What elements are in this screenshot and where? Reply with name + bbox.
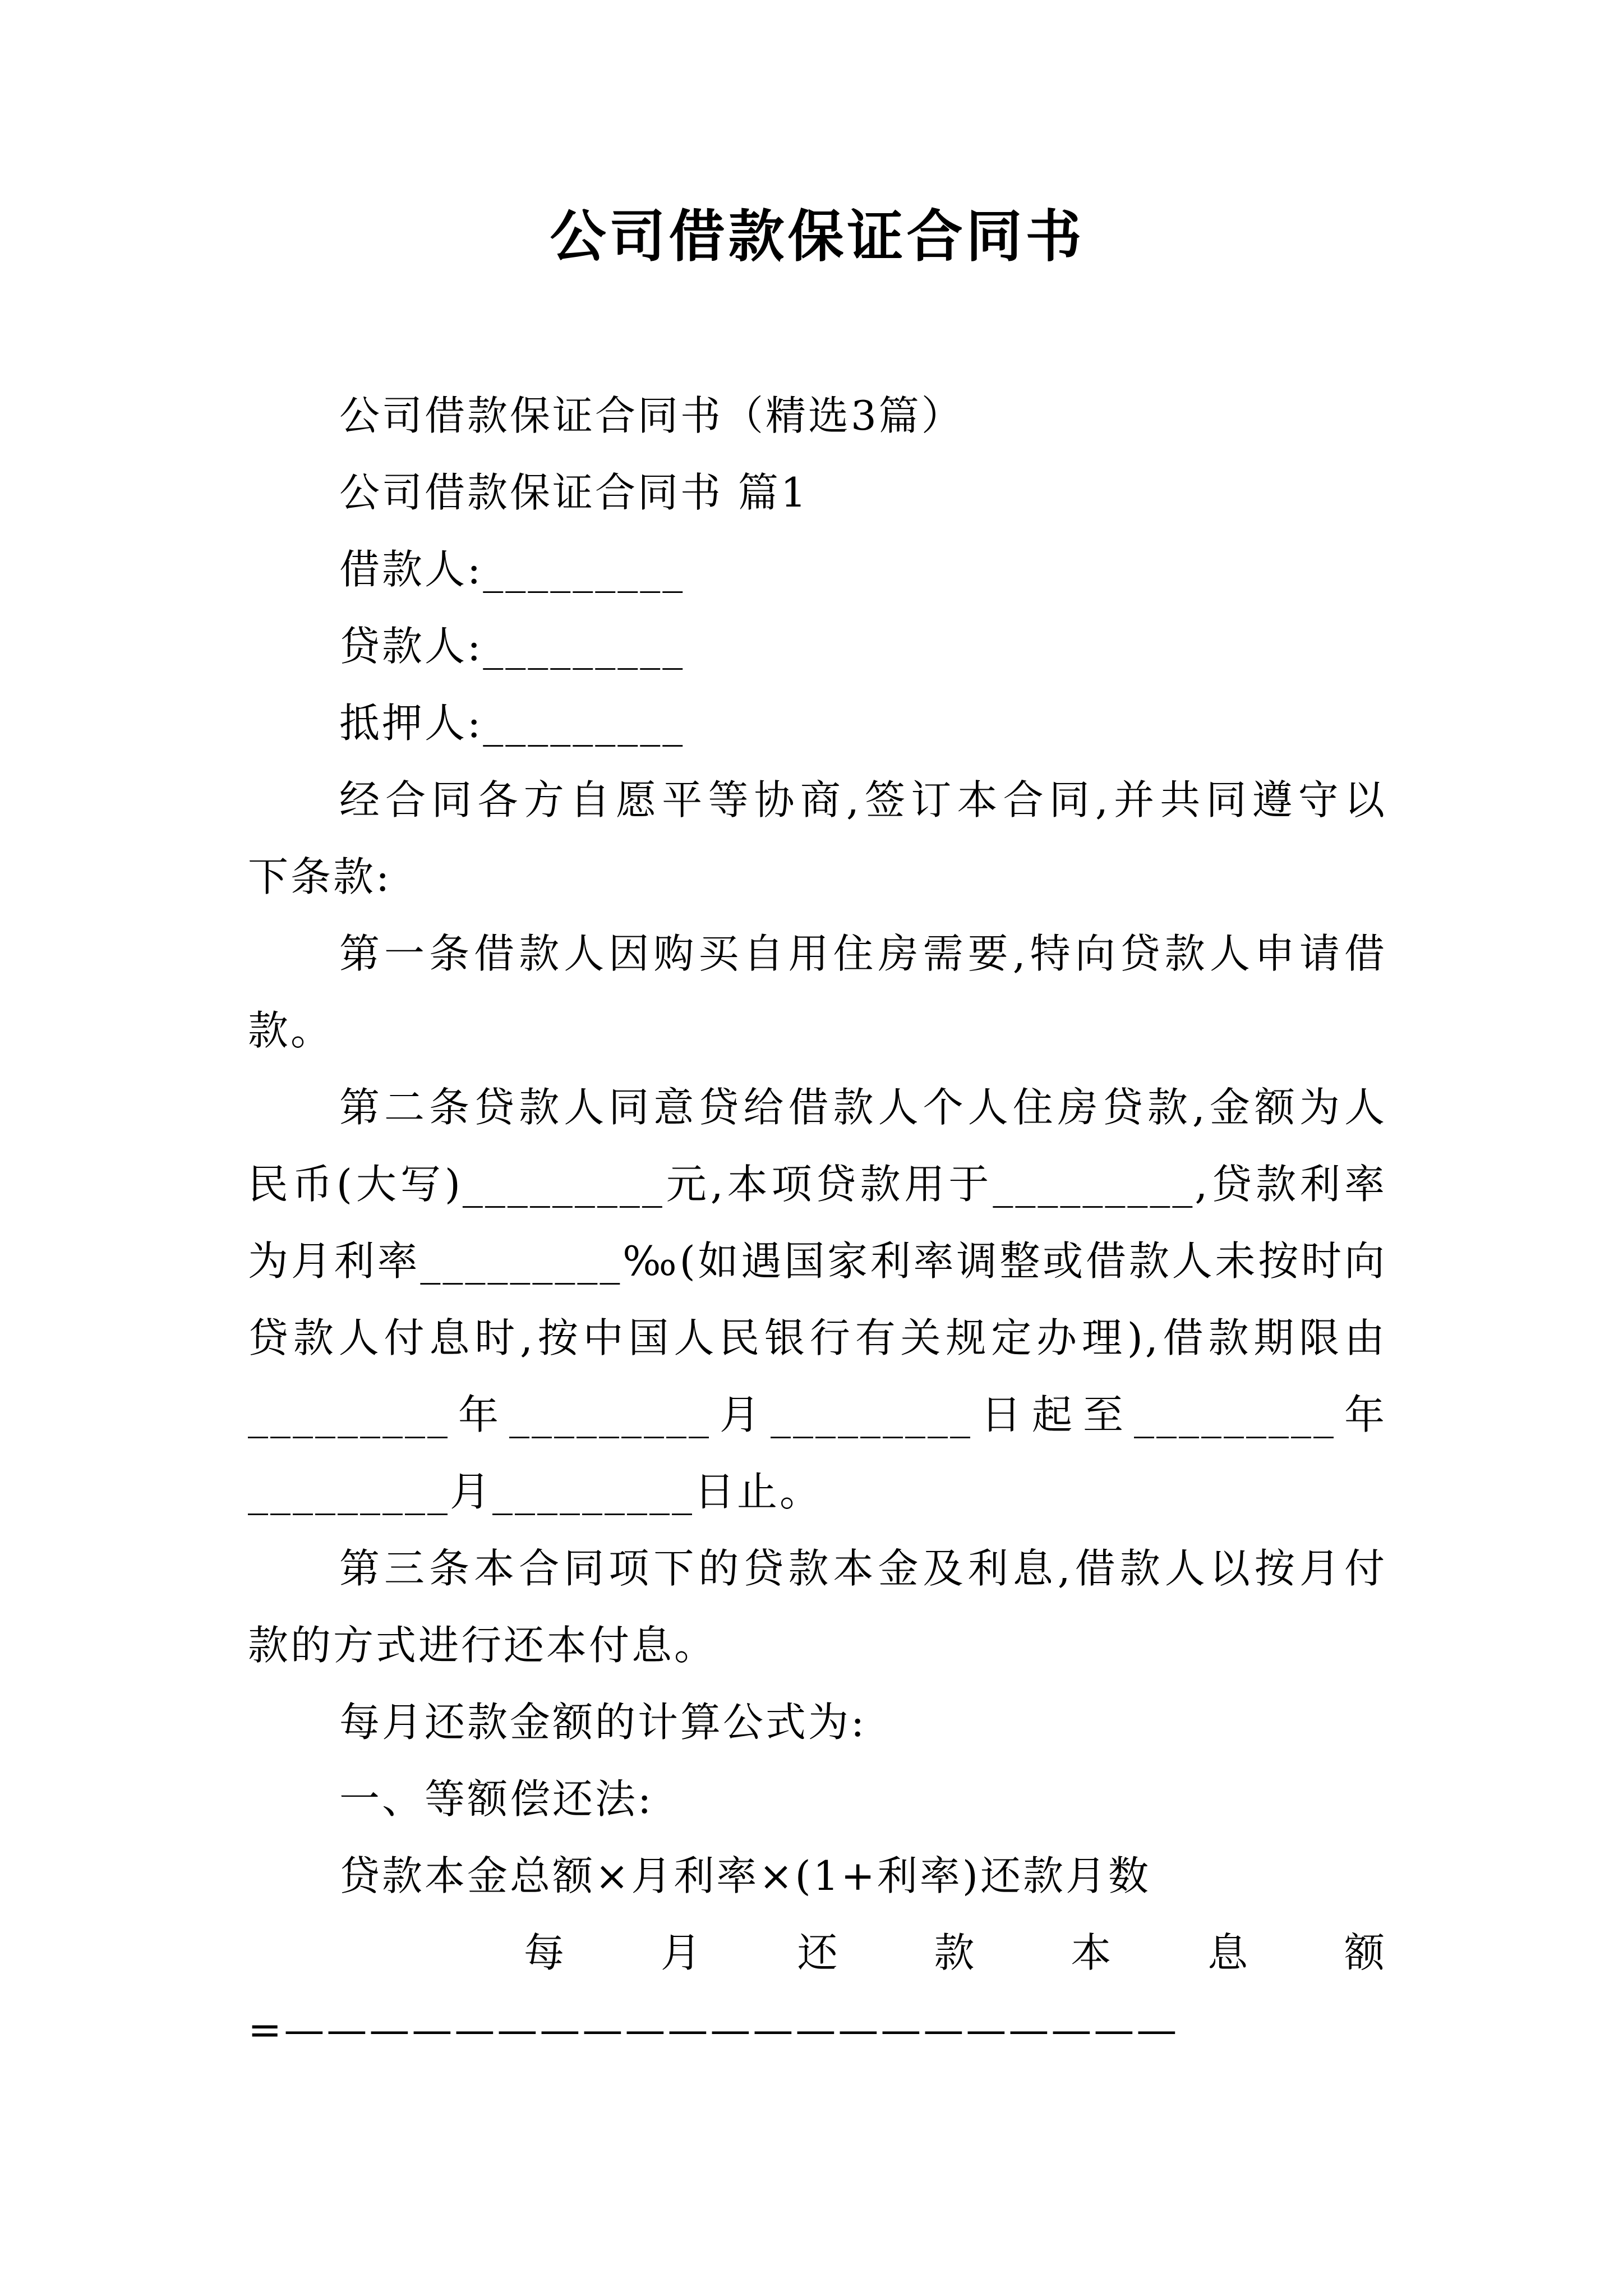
text-line: _________月_________日止。 [248, 1468, 823, 1515]
text-line: 第三条本合同项下的贷款本金及利息,借款人以按月付 [339, 1545, 1387, 1592]
text-line: 借款人:_________ [339, 546, 685, 593]
text-line: 民币(大写)_________元,本项贷款用于_________,贷款利率 [248, 1161, 1387, 1208]
text-line: 经合同各方自愿平等协商,签订本合同,并共同遵守以 [339, 776, 1387, 823]
borrower-line [248, 531, 1387, 608]
clause-3-paragraph [248, 1530, 1387, 1684]
text-line: 贷款本金总额×月利率×(1+利率)还款月数 [339, 1852, 1151, 1899]
method-heading [248, 1761, 1387, 1838]
clause-1-paragraph [248, 915, 1387, 1069]
formula-intro [248, 1684, 1387, 1761]
text-line: 一、等额偿还法: [339, 1775, 654, 1823]
text-line: 每月还款金额的计算公式为: [339, 1699, 867, 1746]
fraction-bar-line: =————————————————————— [248, 2006, 1179, 2053]
text-line: 第一条借款人因购买自用住房需要,特向贷款人申请借 [339, 930, 1387, 977]
text-line: 款。 [248, 1007, 334, 1054]
mortgagor-line [248, 685, 1387, 762]
formula-numerator [248, 1838, 1387, 1915]
document-body [248, 378, 1387, 2068]
text-line: 贷款人:_________ [339, 623, 685, 670]
text-line: 每月还款本息额 [524, 1929, 1387, 1976]
document-title: 公司借款保证合同书 [550, 203, 1085, 269]
text-line: _________年_________月_________日起至_________年 [248, 1391, 1387, 1438]
text-line: 公司借款保证合同书（精选3篇） [339, 392, 964, 439]
text-line: 下条款: [248, 853, 392, 900]
article-heading [248, 454, 1387, 531]
clause-2-paragraph [248, 1069, 1387, 1530]
formula-line [248, 1915, 1387, 2068]
text-line: 公司借款保证合同书 篇1 [339, 469, 809, 516]
text-line: 第二条贷款人同意贷给借款人个人住房贷款,金额为人 [339, 1084, 1387, 1131]
preamble-paragraph [248, 762, 1387, 915]
lender-line [248, 608, 1387, 685]
collection-title [248, 378, 1387, 454]
text-line: 为月利率_________‰(如遇国家利率调整或借款人未按时向 [248, 1237, 1387, 1285]
text-line: 抵押人:_________ [339, 700, 685, 747]
text-line: 贷款人付息时,按中国人民银行有关规定办理),借款期限由 [248, 1314, 1387, 1361]
text-line: 款的方式进行还本付息。 [248, 1622, 717, 1669]
